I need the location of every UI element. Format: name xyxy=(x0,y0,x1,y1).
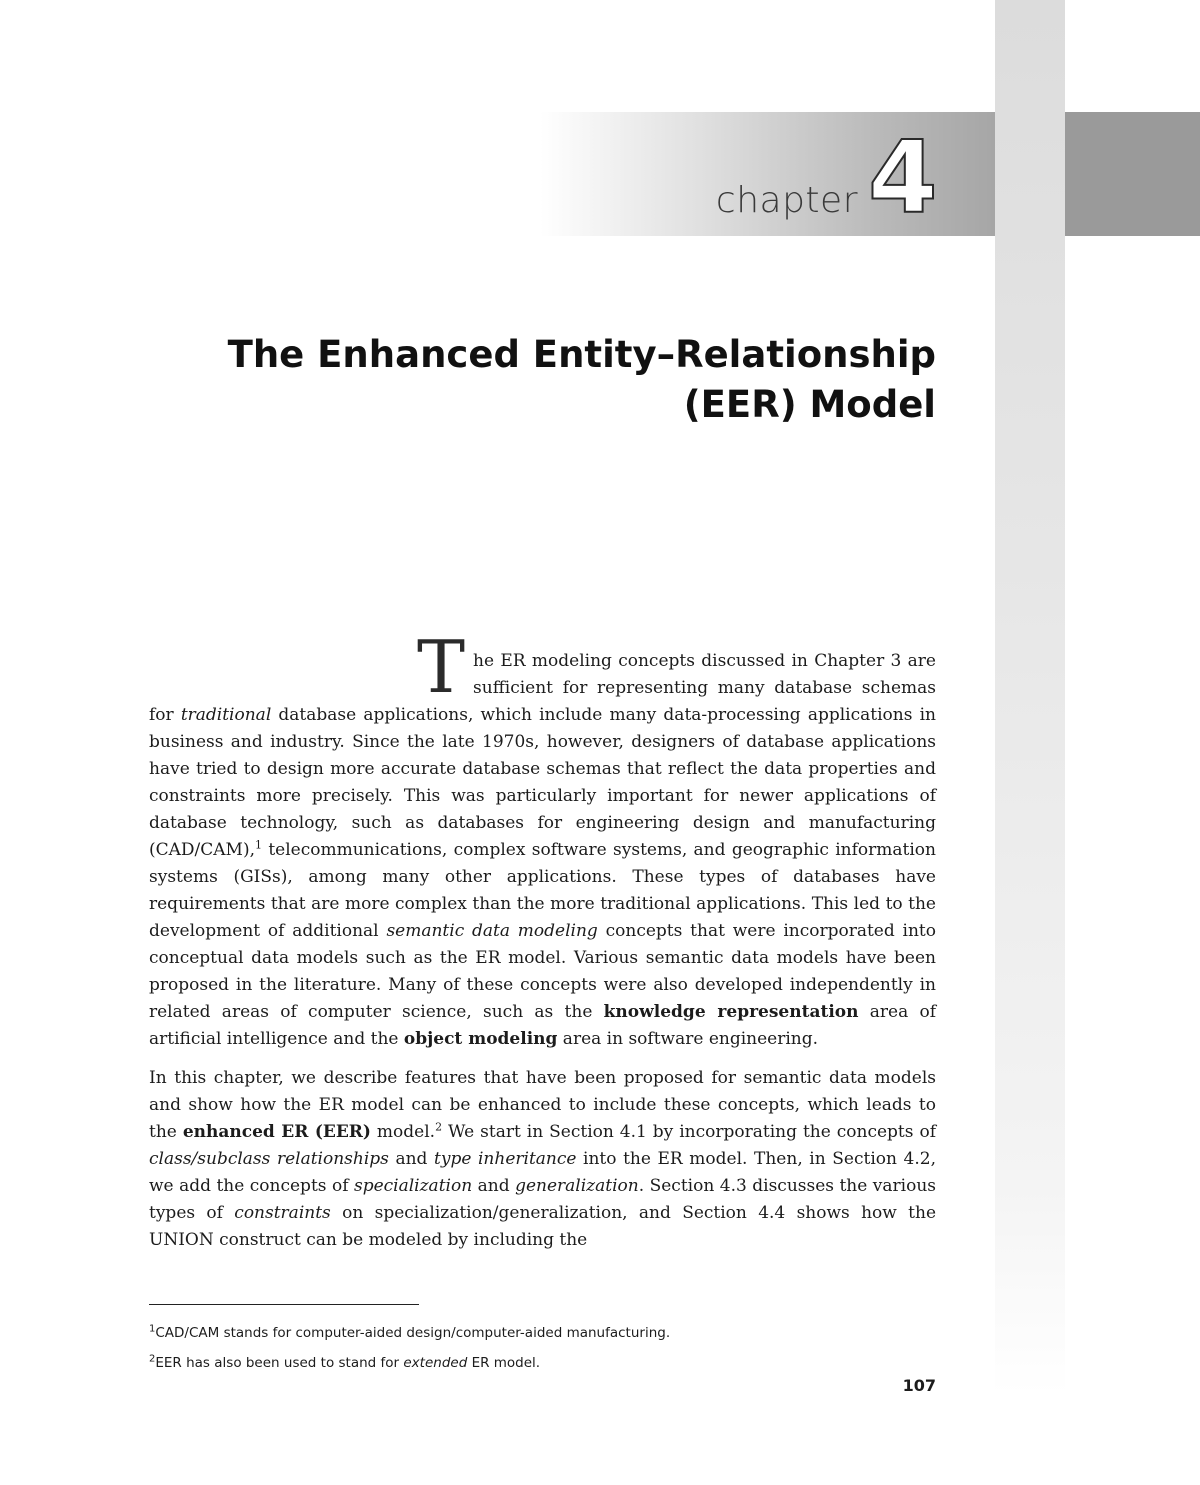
footnote-ref-1: 1 xyxy=(255,838,263,852)
footnote-2: $^2$EER has also been used to stand for extended ER model. xyxy=(149,1353,541,1371)
footnote-1: $^1$CAD/CAM stands for computer-aided design/computer-aided manufacturing. xyxy=(149,1323,671,1341)
chapter-label: chapter xyxy=(715,180,858,221)
paragraph-2: In this chapter, we describe features that have been proposed for semantic data models and show how the ER model can be enhanced to include these concepts, which leads to the enhanced ER (EER) model.$^2$ We start in Section 4.1 by incorporating the concepts of class/subclass relationships and type inheritance into the ER model. Then, in Section 4.2, we add the concepts of specialization and generalization. Section 4.3 discusses the various types of constraints on specialization/generalization, and Section 4.4 shows how the UNION construct can be modeled by including the xyxy=(149,1068,936,1250)
page-number: 107 xyxy=(902,1376,936,1395)
footnote-divider xyxy=(149,1304,419,1305)
chapter-tab xyxy=(1065,112,1200,236)
chapter-number: 4 xyxy=(868,119,938,236)
title-line-1: The Enhanced Entity–Relationship xyxy=(227,333,936,376)
title-line-2: (EER) Model xyxy=(683,383,936,426)
drop-cap: T xyxy=(417,625,466,709)
footnote-ref-2: 2 xyxy=(435,1120,443,1134)
chapter-title xyxy=(120,330,936,430)
paragraph-1: The ER modeling concepts discussed in Chapter 3 are sufficient for representing many database schemas for traditional database applications, which include many data-processing applications in business and industry. Since the late 1970s, however, designers of database applications have tried to design more accurate database schemas that reflect the data properties and constraints more precisely. This was particularly important for newer applications of database technology, such as databases for engineering design and manufacturing (CAD/CAM),$^1$ telecommunications, complex software systems, and geographic information systems (GISs), among many other applications. These types of databases have requirements that are more complex than the more traditional applications. This led to the development of additional semantic data modeling concepts that were incorporated into conceptual data models such as the ER model. Various semantic data models have been proposed in the literature. Many of these concepts were also developed independently in related areas of computer science, such as the knowledge representation area of artificial intelligence and the object modeling area in software engineering. xyxy=(149,625,937,1049)
body-text xyxy=(149,625,937,1254)
footnotes xyxy=(149,1318,936,1378)
side-gray-strip xyxy=(995,0,1065,1395)
